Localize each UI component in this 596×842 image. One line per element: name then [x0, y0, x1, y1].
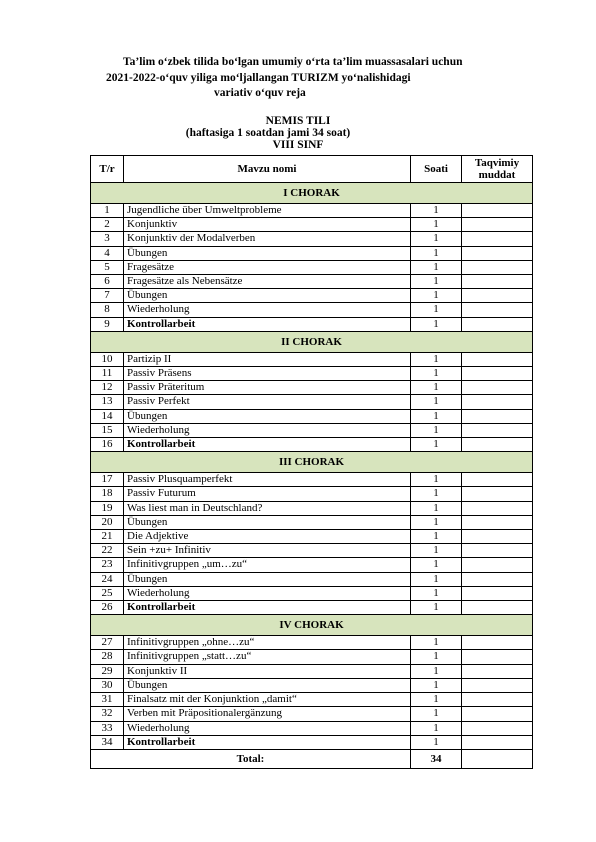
quarter-row	[91, 452, 533, 473]
column-header-date: Taqvimiy muddat	[462, 156, 533, 183]
row-date	[462, 515, 533, 529]
row-topic: Konjunktiv II	[124, 664, 411, 678]
row-number: 16	[91, 438, 124, 452]
quarter-row	[91, 331, 533, 352]
row-topic: Übungen	[124, 409, 411, 423]
table-row	[91, 664, 533, 678]
table-row	[91, 707, 533, 721]
row-number: 11	[91, 367, 124, 381]
row-topic: Kontrollarbeit	[124, 438, 411, 452]
row-hours: 1	[411, 601, 462, 615]
row-date	[462, 558, 533, 572]
row-hours: 1	[411, 381, 462, 395]
table-row	[91, 381, 533, 395]
row-topic: Passiv Präteritum	[124, 381, 411, 395]
row-number: 28	[91, 650, 124, 664]
table-row	[91, 530, 533, 544]
row-number: 24	[91, 572, 124, 586]
row-date	[462, 586, 533, 600]
row-topic: Die Adjektive	[124, 530, 411, 544]
row-date	[462, 473, 533, 487]
table-row	[91, 289, 533, 303]
row-number: 15	[91, 423, 124, 437]
row-date	[462, 636, 533, 650]
row-hours: 1	[411, 558, 462, 572]
table-row	[91, 246, 533, 260]
row-number: 26	[91, 601, 124, 615]
row-number: 22	[91, 544, 124, 558]
row-topic: Passiv Präsens	[124, 367, 411, 381]
table-row	[91, 601, 533, 615]
table-row	[91, 515, 533, 529]
row-hours: 1	[411, 438, 462, 452]
table-row	[91, 275, 533, 289]
row-date	[462, 232, 533, 246]
table-row	[91, 473, 533, 487]
table-row	[91, 678, 533, 692]
row-hours: 1	[411, 204, 462, 218]
row-date	[462, 438, 533, 452]
row-topic: Konjunktiv	[124, 218, 411, 232]
row-date	[462, 395, 533, 409]
table-header-row	[91, 156, 533, 183]
table-row	[91, 636, 533, 650]
row-date	[462, 501, 533, 515]
row-hours: 1	[411, 530, 462, 544]
header-line-3: variativ o‘quv reja	[214, 87, 306, 99]
row-topic: Konjunktiv der Modalverben	[124, 232, 411, 246]
row-number: 31	[91, 693, 124, 707]
table-body	[91, 183, 533, 769]
table-row	[91, 572, 533, 586]
row-topic: Wiederholung	[124, 303, 411, 317]
row-hours: 1	[411, 515, 462, 529]
row-number: 3	[91, 232, 124, 246]
row-number: 25	[91, 586, 124, 600]
row-hours: 1	[411, 352, 462, 366]
row-hours: 1	[411, 501, 462, 515]
table-row	[91, 693, 533, 707]
row-hours: 1	[411, 586, 462, 600]
quarter-title: III CHORAK	[91, 452, 533, 473]
row-topic: Fragesätze als Nebensätze	[124, 275, 411, 289]
quarter-title: I CHORAK	[91, 183, 533, 204]
row-number: 13	[91, 395, 124, 409]
row-hours: 1	[411, 721, 462, 735]
row-topic: Passiv Plusquamperfekt	[124, 473, 411, 487]
quarter-row	[91, 183, 533, 204]
row-date	[462, 275, 533, 289]
row-date	[462, 317, 533, 331]
row-number: 10	[91, 352, 124, 366]
table-row	[91, 586, 533, 600]
row-topic: Sein +zu+ Infinitiv	[124, 544, 411, 558]
header-line-2: 2021-2022-o‘quv yiliga mo‘ljallangan TURIZM yo‘nalishidagi	[106, 72, 411, 84]
column-header-number: T/r	[91, 156, 124, 183]
row-hours: 1	[411, 487, 462, 501]
table-row	[91, 423, 533, 437]
row-number: 30	[91, 678, 124, 692]
curriculum-table	[90, 155, 533, 769]
row-hours: 1	[411, 303, 462, 317]
row-number: 27	[91, 636, 124, 650]
row-hours: 1	[411, 232, 462, 246]
table-row	[91, 352, 533, 366]
row-number: 8	[91, 303, 124, 317]
table-row	[91, 650, 533, 664]
row-date	[462, 246, 533, 260]
subject-title: NEMIS TILI	[265, 115, 331, 127]
row-topic: Wiederholung	[124, 721, 411, 735]
row-hours: 1	[411, 289, 462, 303]
total-label: Total:	[91, 749, 411, 768]
quarter-row	[91, 615, 533, 636]
table-row	[91, 438, 533, 452]
row-date	[462, 601, 533, 615]
quarter-title: IV CHORAK	[91, 615, 533, 636]
row-date	[462, 664, 533, 678]
row-number: 6	[91, 275, 124, 289]
row-number: 33	[91, 721, 124, 735]
table-row	[91, 260, 533, 274]
row-hours: 1	[411, 650, 462, 664]
row-date	[462, 530, 533, 544]
row-hours: 1	[411, 367, 462, 381]
row-date	[462, 693, 533, 707]
row-date	[462, 735, 533, 749]
row-date	[462, 678, 533, 692]
row-date	[462, 544, 533, 558]
row-hours: 1	[411, 260, 462, 274]
row-date	[462, 650, 533, 664]
row-date	[462, 487, 533, 501]
header-line-1: Ta’lim o‘zbek tilida bo‘lgan umumiy o‘rta ta’lim muassasalari uchun	[123, 56, 463, 68]
hours-subtitle: (haftasiga 1 soatdan jami 34 soat)	[185, 127, 351, 139]
row-date	[462, 423, 533, 437]
row-topic: Infinitivgruppen „statt…zu“	[124, 650, 411, 664]
row-date	[462, 707, 533, 721]
row-topic: Übungen	[124, 289, 411, 303]
row-topic: Übungen	[124, 678, 411, 692]
row-number: 14	[91, 409, 124, 423]
row-hours: 1	[411, 572, 462, 586]
table-row	[91, 487, 533, 501]
row-hours: 1	[411, 636, 462, 650]
column-header-hours: Soati	[411, 156, 462, 183]
row-hours: 1	[411, 317, 462, 331]
row-topic: Kontrollarbeit	[124, 317, 411, 331]
row-topic: Kontrollarbeit	[124, 601, 411, 615]
table-row	[91, 204, 533, 218]
row-hours: 1	[411, 473, 462, 487]
row-number: 2	[91, 218, 124, 232]
row-number: 9	[91, 317, 124, 331]
row-date	[462, 303, 533, 317]
table-row	[91, 544, 533, 558]
table-row	[91, 735, 533, 749]
row-date	[462, 409, 533, 423]
row-topic: Was liest man in Deutschland?	[124, 501, 411, 515]
row-topic: Übungen	[124, 246, 411, 260]
row-hours: 1	[411, 275, 462, 289]
row-topic: Übungen	[124, 572, 411, 586]
row-hours: 1	[411, 735, 462, 749]
table-row	[91, 501, 533, 515]
row-hours: 1	[411, 678, 462, 692]
row-hours: 1	[411, 246, 462, 260]
row-number: 32	[91, 707, 124, 721]
row-topic: Übungen	[124, 515, 411, 529]
table-row	[91, 232, 533, 246]
table-row	[91, 395, 533, 409]
row-hours: 1	[411, 707, 462, 721]
grade-title: VIII SINF	[272, 139, 324, 151]
total-row	[91, 749, 533, 768]
row-hours: 1	[411, 395, 462, 409]
table-row	[91, 317, 533, 331]
row-topic: Finalsatz mit der Konjunktion „damit“	[124, 693, 411, 707]
row-number: 19	[91, 501, 124, 515]
row-date	[462, 352, 533, 366]
row-topic: Kontrollarbeit	[124, 735, 411, 749]
row-topic: Wiederholung	[124, 423, 411, 437]
row-hours: 1	[411, 423, 462, 437]
quarter-title: II CHORAK	[91, 331, 533, 352]
column-header-topic: Mavzu nomi	[124, 156, 411, 183]
row-number: 29	[91, 664, 124, 678]
table-row	[91, 409, 533, 423]
row-number: 12	[91, 381, 124, 395]
table-row	[91, 367, 533, 381]
row-date	[462, 572, 533, 586]
row-number: 20	[91, 515, 124, 529]
row-topic: Wiederholung	[124, 586, 411, 600]
row-hours: 1	[411, 409, 462, 423]
row-topic: Infinitivgruppen „ohne…zu“	[124, 636, 411, 650]
row-hours: 1	[411, 664, 462, 678]
table-row	[91, 558, 533, 572]
row-date	[462, 204, 533, 218]
total-hours: 34	[411, 749, 462, 768]
row-topic: Infinitivgruppen „um…zu“	[124, 558, 411, 572]
row-hours: 1	[411, 544, 462, 558]
row-date	[462, 218, 533, 232]
row-date	[462, 289, 533, 303]
table-row	[91, 721, 533, 735]
row-number: 5	[91, 260, 124, 274]
row-date	[462, 260, 533, 274]
row-number: 18	[91, 487, 124, 501]
row-number: 21	[91, 530, 124, 544]
row-topic: Fragesätze	[124, 260, 411, 274]
row-number: 4	[91, 246, 124, 260]
row-topic: Verben mit Präpositionalergänzung	[124, 707, 411, 721]
row-topic: Passiv Perfekt	[124, 395, 411, 409]
row-date	[462, 367, 533, 381]
total-date	[462, 749, 533, 768]
row-date	[462, 721, 533, 735]
table-row	[91, 218, 533, 232]
row-number: 34	[91, 735, 124, 749]
table-row	[91, 303, 533, 317]
row-number: 17	[91, 473, 124, 487]
row-number: 23	[91, 558, 124, 572]
row-hours: 1	[411, 693, 462, 707]
row-topic: Jugendliche über Umweltprobleme	[124, 204, 411, 218]
row-topic: Partizip II	[124, 352, 411, 366]
row-topic: Passiv Futurum	[124, 487, 411, 501]
row-number: 1	[91, 204, 124, 218]
row-hours: 1	[411, 218, 462, 232]
row-date	[462, 381, 533, 395]
row-number: 7	[91, 289, 124, 303]
